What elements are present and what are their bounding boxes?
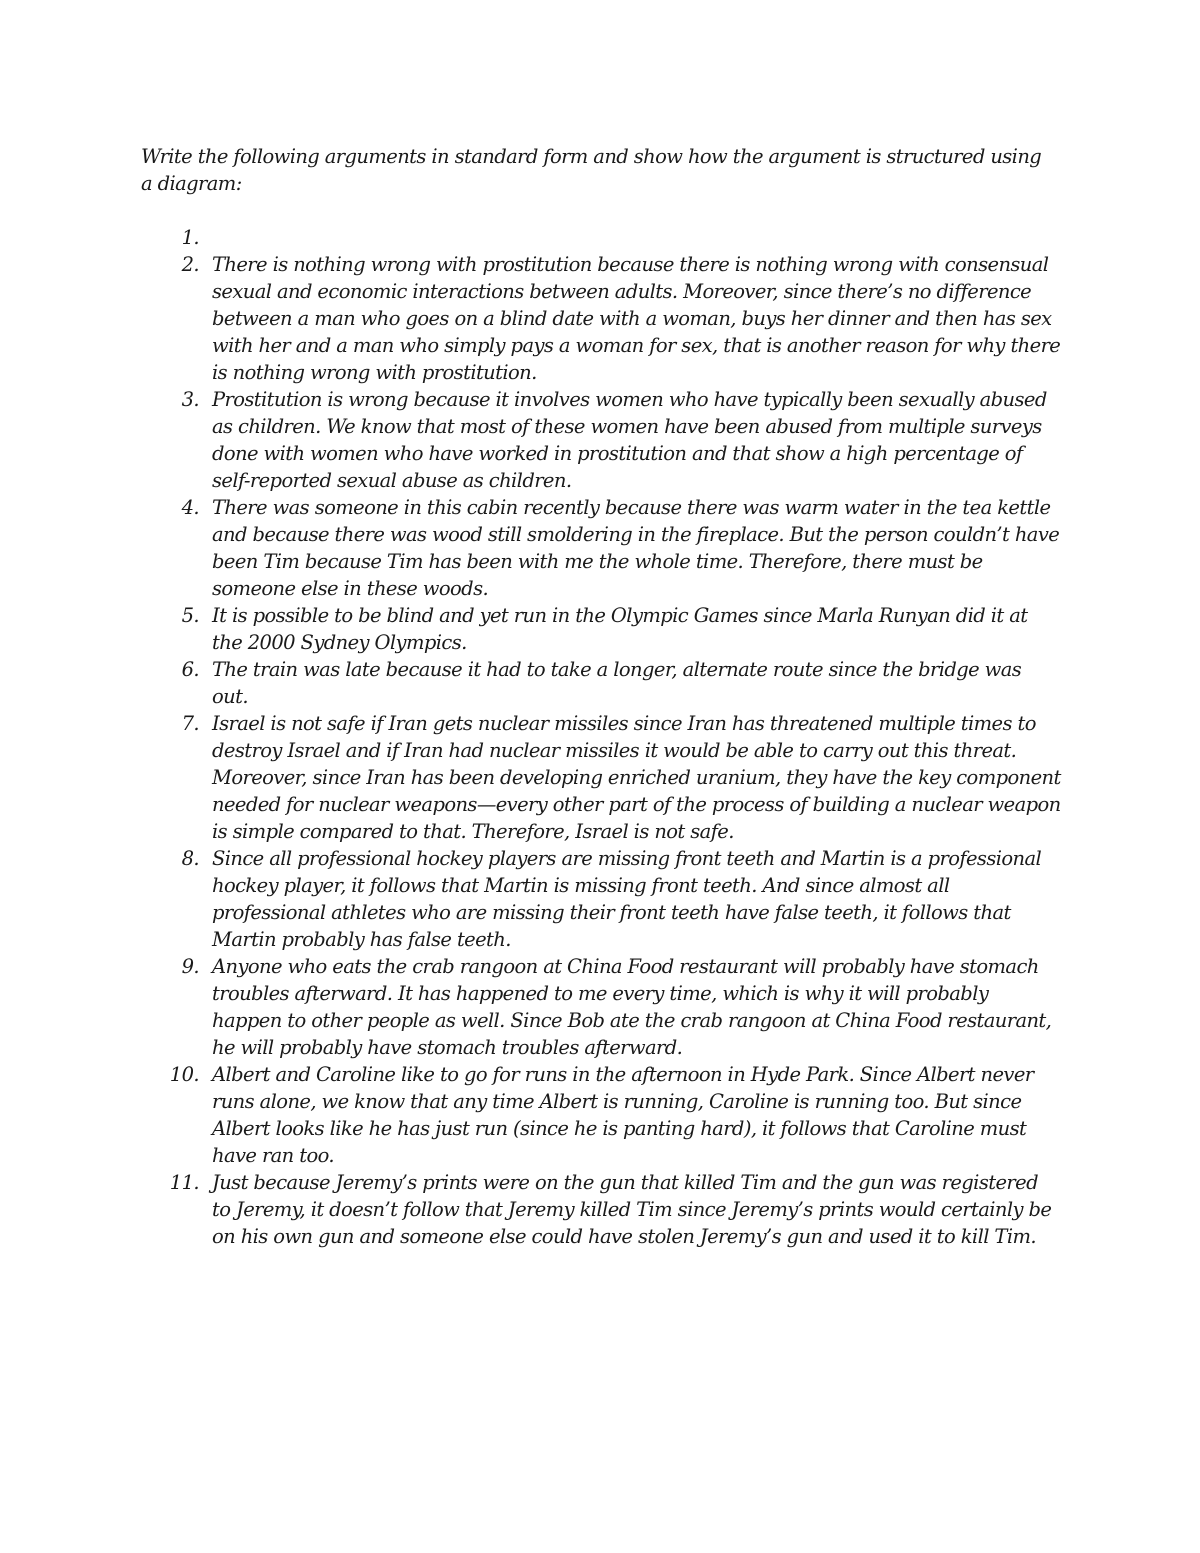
- item-text: Prostitution is wrong because it involves women who have typically been sexually abused as children. We know that most of these women have been abused from multiple surveys done with women who have worked in prostitution and that show a high percentage of self-reported sexual abuse as children.: [212, 388, 1047, 492]
- item-text: There is nothing wrong with prostitution because there is nothing wrong with consensual sexual and economic interactions between adults. Moreover, since there’s no difference between a man who goes on a blind date with a woman, buys her dinner and then has sex with her and a man who simply pays a woman for sex, that is another reason for why there is nothing wrong with prostitution.: [212, 253, 1061, 384]
- list-item: [141, 251, 1061, 386]
- item-number: 2.: [181, 253, 199, 276]
- item-number: 9.: [181, 955, 199, 978]
- list-item: [141, 494, 1061, 602]
- item-text: There was someone in this cabin recently because there was warm water in the tea kettle and because there was wood still smoldering in the fireplace. But the person couldn’t have been Tim because Tim has been with me the whole time. Therefore, there must be someone else in these woods.: [212, 496, 1060, 600]
- list-item: [141, 602, 1061, 656]
- item-text: Since all professional hockey players are missing front teeth and Martin is a professional hockey player, it follows that Martin is missing front teeth. And since almost all professional athletes who are missing their front teeth have false teeth, it follows that Martin probably has false teeth.: [212, 847, 1042, 951]
- item-number: 3.: [181, 388, 199, 411]
- list-item: [141, 656, 1061, 710]
- instructions-paragraph: Write the following arguments in standard form and show how the argument is structured using a diagram:: [141, 145, 1042, 195]
- item-number: 4.: [181, 496, 199, 519]
- list-item: [141, 1061, 1061, 1169]
- argument-list: [141, 224, 1061, 1250]
- item-number: 6.: [181, 658, 199, 681]
- item-text: Israel is not safe if Iran gets nuclear missiles since Iran has threatened multiple times to destroy Israel and if Iran had nuclear missiles it would be able to carry out this threat. Moreover, since Iran has been developing enriched uranium, they have the key component needed for nuclear weapons—every other part of the process of building a nuclear weapon is simple compared to that. Therefore, Israel is not safe.: [212, 712, 1061, 843]
- item-text: Anyone who eats the crab rangoon at China Food restaurant will probably have stomach troubles afterward. It has happened to me every time, which is why it will probably happen to other people as well. Since Bob ate the crab rangoon at China Food restaurant, he will probably have stomach troubles afterward.: [212, 955, 1052, 1059]
- list-item: [141, 710, 1061, 845]
- list-item: [141, 845, 1061, 953]
- item-number: 8.: [181, 847, 199, 870]
- item-text: Albert and Caroline like to go for runs in the afternoon in Hyde Park. Since Albert never runs alone, we know that any time Albert is running, Caroline is running too. But since Albert looks like he has just run (since he is panting hard), it follows that Caroline must have ran too.: [212, 1063, 1034, 1167]
- item-number: 5.: [181, 604, 199, 627]
- item-text: The train was late because it had to take a longer, alternate route since the bridge was out.: [212, 658, 1022, 708]
- item-number: 7.: [181, 712, 199, 735]
- list-item: [141, 224, 1061, 251]
- list-item: [141, 386, 1061, 494]
- item-text: It is possible to be blind and yet run in the Olympic Games since Marla Runyan did it at the 2000 Sydney Olympics.: [212, 604, 1028, 654]
- item-number: 11.: [169, 1171, 199, 1194]
- item-number: 1.: [181, 226, 199, 249]
- item-number: 10.: [169, 1063, 199, 1086]
- list-item: [141, 1169, 1061, 1250]
- item-text: Just because Jeremy’s prints were on the gun that killed Tim and the gun was registered to Jeremy, it doesn’t follow that Jeremy killed Tim since Jeremy’s prints would certainly be on his own gun and someone else could have stolen Jeremy’s gun and used it to kill Tim.: [212, 1171, 1052, 1248]
- list-item: [141, 953, 1061, 1061]
